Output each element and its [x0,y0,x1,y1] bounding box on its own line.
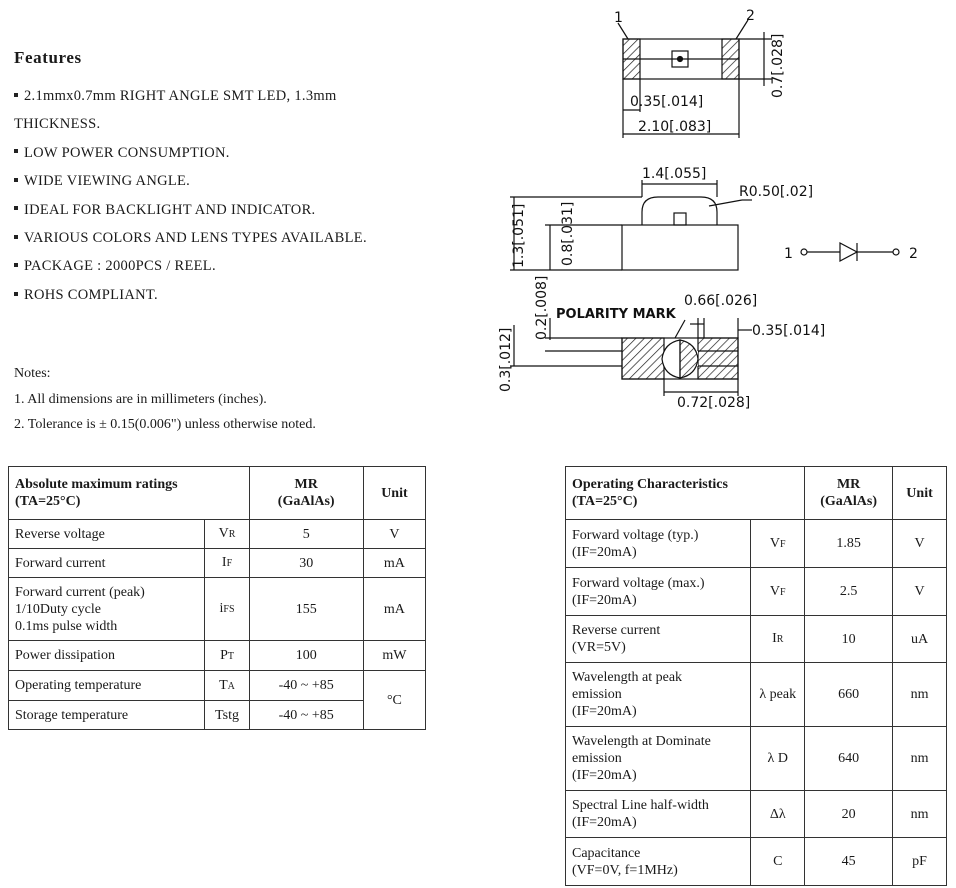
dim-polarity-width: 0.66[.026] [684,293,758,309]
note-line: 2. Tolerance is ± 0.15(0.006") unless otherwise noted. [14,417,316,432]
abs-header-mr: MR (GaAlAs) [249,467,363,520]
op-header-title: Operating Characteristics (TA=25°C) [566,467,805,520]
absolute-max-ratings-table [8,466,426,730]
table-row: Wavelength at peak emission (IF=20mA) λ peak 660 nm [566,663,947,727]
feature-item: 2.1mmx0.7mm RIGHT ANGLE SMT LED, 1.3mm THICKNESS. [14,88,337,133]
diode-symbol [801,243,899,261]
table-row: Forward voltage (max.) (IF=20mA) VF 2.5 V [566,568,947,616]
bullet-icon [14,93,18,97]
note-line: 1. All dimensions are in millimeters (inches). [14,391,267,407]
table-row: Power dissipation PT 100 mW [9,641,426,671]
table-header-row [566,467,947,520]
bullet-icon [14,292,18,296]
table-row: Reverse current (VR=5V) IR 10 uA [566,616,947,663]
bullet-icon [14,206,18,210]
bullet-icon [14,263,18,267]
pin-2-label: 2 [746,8,755,24]
schematic-pin-2: 2 [909,246,918,262]
pin-1-label: 1 [614,10,623,26]
table-row: Reverse voltage VR 5 V [9,520,426,549]
feature-item: IDEAL FOR BACKLIGHT AND INDICATOR. [14,196,434,224]
op-header-unit: Unit [893,467,947,520]
package-drawing [490,0,956,420]
table-header-row [9,467,426,520]
feature-item: VARIOUS COLORS AND LENS TYPES AVAILABLE. [14,224,434,252]
table-row: Forward voltage (typ.) (IF=20mA) VF 1.85 V [566,520,947,568]
bullet-icon [14,149,18,153]
feature-item: PACKAGE : 2000PCS / REEL. [14,252,434,280]
dim-slot-height: 0.2[.008] [534,275,550,340]
table-row: Spectral Line half-width (IF=20mA) Δλ 20 nm [566,791,947,838]
side-view [510,180,752,270]
dim-lens-width: 1.4[.055] [642,166,707,182]
dim-top-height: 0.7[.028] [770,33,786,98]
operating-characteristics-table [565,466,947,886]
table-row: Wavelength at Dominate emission (IF=20mA) λ D 640 nm [566,727,947,791]
table-row: Operating temperature TA -40 ~ +85 °C [9,671,426,701]
notes-title: Notes: [14,366,51,381]
feature-item: LOW POWER CONSUMPTION. [14,139,434,167]
table-row: Forward current (peak) 1/10Duty cycle 0.1ms pulse width iFS 155 mA [9,578,426,641]
op-header-mr: MR (GaAlAs) [805,467,893,520]
table-row: Capacitance (VF=0V, f=1MHz) C 45 pF [566,838,947,886]
table-row: Forward current IF 30 mA [9,549,426,578]
polarity-mark-label: POLARITY MARK [556,307,676,322]
dim-pad-width: 0.35[.014] [630,94,704,110]
dim-slot-offset: 0.3[.012] [498,327,514,392]
dim-radius: R0.50[.02] [739,184,814,200]
feature-item: ROHS COMPLIANT. [14,281,434,309]
dim-bottom-length: 0.72[.028] [677,395,751,411]
dim-body-height: 0.8[.031] [560,201,576,266]
bullet-icon [14,235,18,239]
notes [14,361,316,438]
bullet-icon [14,178,18,182]
features-list [14,82,434,309]
schematic-pin-1: 1 [784,246,793,262]
dim-total-height: 1.3[.051] [511,203,527,268]
dim-total-length: 2.10[.083] [638,119,712,135]
table-row: Storage temperature Tstg -40 ~ +85 [9,701,426,730]
abs-header-unit: Unit [363,467,425,520]
dim-pad-gap: 0.35[.014] [752,323,826,339]
feature-item: WIDE VIEWING ANGLE. [14,167,434,195]
features-title: Features [14,48,82,67]
abs-header-title: Absolute maximum ratings (TA=25°C) [9,467,250,520]
